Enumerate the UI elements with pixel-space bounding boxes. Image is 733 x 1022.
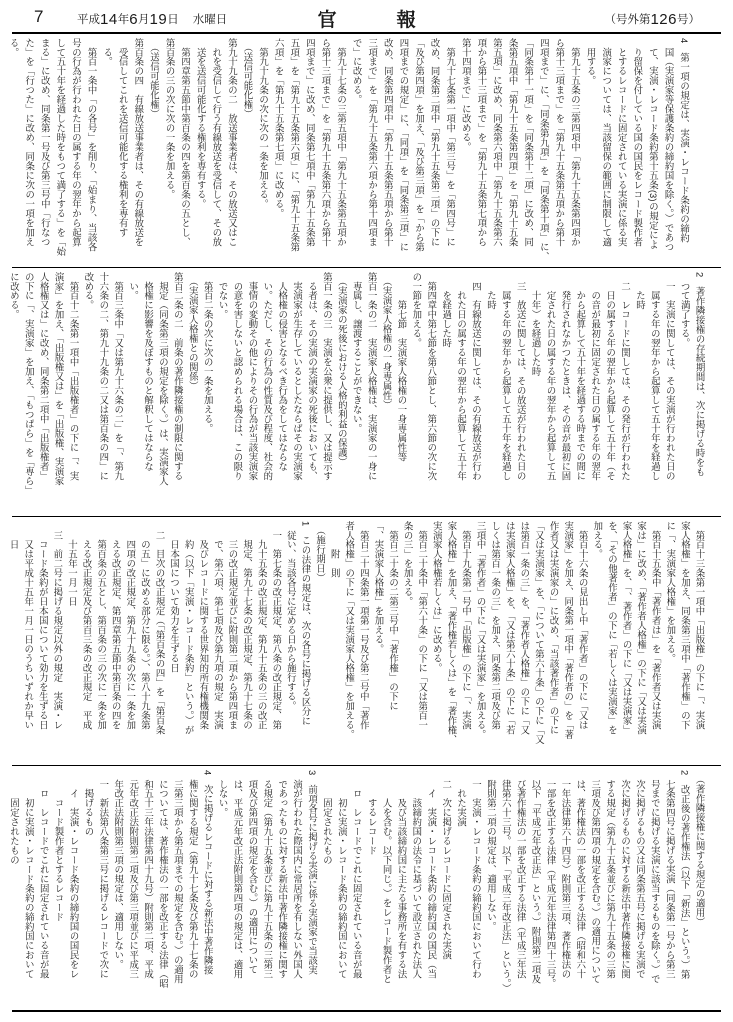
text-column: 三第三項から第五項までの規定を含む。）の適用 [172,770,184,984]
text-column: （送信可能化権） [242,38,254,119]
text-column: 「又は実演家」を、「について第六十条」の下に「又 [533,521,545,745]
text-column: 改め、同条第二項中「第九十五条第二項」の下に [429,38,441,247]
text-column: コード条約が日本国について効力を生ずる日 [37,521,49,730]
text-column: （著作隣接権に関する規定の適用） [694,770,706,927]
text-column: 演家については、当該留保の範囲に制限して適 [601,38,613,247]
text-column: 項及び第四項の規定を含む。）の適用について [247,770,259,975]
text-column: る規定（第九十五条並びに第九十五条の三第三 [262,770,274,979]
text-column: で」に改める。 [351,38,363,105]
text-column: 第九十七条の三第五項中「第九十五条第五項か [336,38,348,247]
text-column: 律第六十三号。以下「平成三年改正法」という。） [500,770,512,994]
text-column: 国（実演家等保護条約の締約国を除く。）であつ [663,38,675,252]
text-column: 約（以下「実演・レコード条約」という。）が [183,521,195,735]
text-column: 事情の変動その他によりその行為が当該実演家 [247,272,259,481]
text-column: 四項まで」に改め、同条第七項中「第九十五条第 [304,38,316,247]
law-text-block-3 [0,517,717,765]
text-column: 四項までの規定」に、「同項」を「同条第三項」に [398,38,410,252]
title-char-kan: 官 [317,10,337,31]
text-column: 日 [8,521,20,550]
text-column: 4 次に掲げるレコードに対する新法中著作隣接 [202,770,214,975]
text-column: ロ レコードでこれに固定されている音が最 [351,770,363,979]
text-column: 「同条第十一項」を「同条第十二項」に改め、同 [523,38,535,247]
text-column: た時 [485,272,497,310]
text-column: れを受信して行う有線放送を受信して、その放 [211,38,223,247]
text-column: 第百二条の次に次の一条を加える。 [202,272,214,434]
text-column: 三項中「著作者」の下に「又は実演家」を加える。 [475,521,487,740]
text-column: 一 実演・レコード条約の締約国において行わ [471,770,482,979]
text-column: 家人格権」を加え、「著作権若しくは」を「著作権、 [446,521,458,745]
text-column: 家は」に改め、「著作者人格権」の下に「又は実演 [636,521,648,735]
text-column: 実演家人格権若しくは」に改める。 [431,521,443,673]
text-column: を、「その他著作者」の下に「若しくは実演家」を [606,521,618,735]
text-column: 項から第十三項まで」を「第九十五条第七項から [476,38,488,247]
date-month-unit: 月 [138,14,150,26]
text-column: 者人格権」の下に「又は実演家人格権」を加える。 [344,521,356,740]
text-column: 十六条の二、第九十九条の二又は第百条の四」に [98,272,110,481]
text-column: 附則第二項の規定は、適用しない。 [485,770,497,932]
text-column: 二 次に掲げるレコードに固定された実演 [441,770,453,960]
text-column: 六項」を「第九十五条第七項」に改める。 [273,38,285,219]
text-column: 専属し、譲渡することができない。 [351,272,363,434]
text-column: 第百一条中「の各号」を削り、「始まり、当該各 [86,38,98,252]
text-column: 三の改正規定並びに附則第二項から第四項ま [227,521,239,730]
text-column: い。ただし、その行為の性質及び程度、社会的 [262,272,274,481]
text-column: 属する年の翌年から起算して五十年を経過し [500,272,512,481]
text-column: 第百条の四 有線放送事業者は、その有線放送を [133,38,145,247]
text-column: 家人格権」を、「、著作者」の下に「又は実演家」 [621,521,633,735]
text-column: れた日の属する年の翌年から起算して五十年 [456,272,468,481]
text-column: 第四章中第七節を第八節とし、第六節の次に次 [426,272,438,481]
text-column: は第百一条の三」を、「著作者人格権」の下に「又 [519,521,531,735]
text-column: 固定されたもの [8,770,20,865]
text-column: 十年）を経過した時 [530,272,542,377]
text-column: 第百一条の三 実演を公衆に提供し、又は提示す [321,272,333,481]
text-column: については、著作権法の一部を改正する法律（昭 [157,770,169,989]
text-column: 第七節 実演家人格権の一身専属性等 [396,272,408,462]
text-column: 一年法律第六十四号）附則第三項、著作権法の [560,770,572,979]
text-column: ロ レコードでこれに固定されている音が最 [38,770,50,979]
text-column: 第百二十条の二第三号中「著作権」の下に [388,521,400,711]
text-column: 和五十三年法律第四十九号）附則第二項、平成 [143,770,155,979]
text-column: （実演家の死後における人格的利益の保護） [336,272,348,467]
text-column: イ 実演・レコード条約の締約国の国民（当 [426,770,438,979]
page-number: 7 [34,7,45,26]
text-column: 三項及び第四項の規定を含む。）の適用について [590,770,602,984]
text-column: 又は平成十五年一月一日のうちいずれか早い [23,521,35,730]
text-column: する規定（第九十五条並びに第九十五条の三第 [605,770,617,979]
text-column: る。 [8,38,20,57]
text-column: 作者又は実演家の」に改め、「当該著作者」の下に [548,521,560,735]
text-column: 第五項」に改め、同条第六項中「第九十五条第六 [492,38,503,247]
text-column: 第百十六条の見出し中「著作者」の下に「又は [577,521,589,730]
text-column: 次に掲げるものに対する新法中著作隣接権に関 [620,770,632,979]
issue-number: 126 [650,11,677,28]
text-column: を経過した時 [441,272,453,348]
text-column: で、第六項、第七項及び第九項の規定 実演 [212,521,224,730]
text-column: る。 [102,38,114,67]
text-column: 1 この法律の規定は、次の各号に掲げる区分に [300,521,312,726]
text-column: 及び当該締約国に主たる事務所を有する法 [396,770,408,979]
page-header [0,0,733,32]
text-column: 演家」を加え、「出版権又は」を「出版権、実演家 [53,272,65,486]
text-column: 附 則 [329,521,341,578]
text-column: とするレコードに固定されている実演に係る実 [616,38,628,247]
text-column: 第百二十四条第一項第一号及び第二号中「著作 [358,521,370,730]
text-column: 一 新法第八条第三号に掲げるレコードで次に [98,770,110,979]
text-column: であったものに対する新法中著作隣接権に関す [277,770,289,979]
text-column: 第百十五条中「著作者は」を「著作者又は実演 [650,521,662,730]
text-column: 該締約国の法令に基づいて設立された法人 [411,770,423,979]
text-column: 三 前二号に掲げる規定以外の規定 実演・レ [52,521,64,730]
text-column: 十五年一月一日 [66,521,78,607]
text-column: 第九十五条の三第四項中「第九十五条第四項か [569,38,581,247]
text-column: 四項まで」に、「同条第九項」を「同条第十項」に、 [538,38,550,262]
text-column: 2 著作隣接権の存続期間は、次に掲げる時をも [694,272,706,477]
text-column: （送信可能化権） [148,38,160,119]
text-column: ら第十三項まで」を「第九十五条第五項から第十 [554,38,566,247]
text-column: える改正規定、第四章第五節中第百条の四を [110,521,122,730]
text-column: 実演家が生存しているとしたならばその実演家 [292,272,304,481]
text-column: 二 目次の改正規定（「第百条の四」を「第百条 [154,521,166,735]
text-column: しくは第百一条の三」を加え、同条第二項及び第 [490,521,502,730]
text-column: 規定（同条第三項の規定を除く。）は、実演家人 [157,272,169,486]
text-column: 一部を改正する法律（平成元年法律第四十三号。 [545,770,557,989]
text-column: た時 [634,272,646,310]
text-column: 2 改正後の著作権法（以下「新法」という。）第 [679,770,691,980]
text-column: まる」に改め、同条第一号及び第三号中「行なつ [39,38,51,247]
text-column: 加える。 [592,521,604,559]
text-column: から起算して五十年を経過する時までの間に [575,272,587,481]
text-column: 受信してこれを送信可能化する権利を専有す [117,38,129,238]
text-column: 実演家」を加え、同条第一項中「著作者の」を「著 [563,521,575,740]
text-column: 定された日の属する年の翌年から起算して五 [545,272,557,481]
text-column: 号の行為が行われた日の属する年の翌年から起算 [70,38,82,247]
text-column: 年改正法附則第三項の規定は、適用しない。 [113,770,125,970]
date-year: 14 [100,11,118,28]
text-column: 日本国について効力を生ずる日 [169,521,181,673]
text-column: 権に関する規定（第九十七条及び第九十七条の [187,770,199,979]
issue-suffix: 号） [677,14,700,26]
issue-label [604,11,700,28]
text-column: しない。 [217,770,229,818]
text-column: 初に実演・レコード条約の締約国において [23,770,35,979]
text-column: 一 実演に関しては、その実演が行われた日の [664,272,676,481]
text-column: 四 有線放送に関しては、その有線放送が行わ [471,272,482,481]
text-column: 号までに掲げる実演に該当するものを除く。）で [649,770,661,984]
text-column: の一節を加える。 [411,272,423,348]
text-column: 第百三条中「又は第九十六条の二」を「、第九 [113,272,125,481]
date-day: 19 [149,11,168,28]
text-column: える改正規定及び第百三条の改正規定 平成 [81,521,93,730]
text-column: に改める。 [8,272,20,320]
footer-divider [12,1010,721,1012]
publication-date [77,11,227,28]
text-column: 元年改正法附則第二項及び第三項並びに平成三 [128,770,140,979]
title-char-po: 報 [396,10,416,31]
text-column: 以下「平成元年改正法」という。）附則第二項及 [530,770,542,984]
text-column: 次に掲げるもの又は同条第五号に掲げる実演で [634,770,646,979]
date-era: 平成 [77,14,100,26]
text-column: い。 [128,272,140,301]
text-column: 日の属する年の翌年から起算して五十年（そ [605,272,617,481]
text-column: 三 放送に関しては、その放送が行われた日の [515,272,527,481]
text-column: 「及び第四項」を加え、「及び第三項」を「から第 [414,38,426,252]
text-column: 属する年の翌年から起算して五十年を経過し [649,272,661,481]
text-column: 条の三」を加える。 [402,521,414,607]
text-column: 第九十九条の二 放送事業者は、その放送又はこ [226,38,238,247]
text-column: 規定、第九十七条の改正規定、第九十七条の [242,521,254,730]
publication-title [317,5,415,32]
text-column: 九十五条の改正規定、第九十五条の三の改正 [256,521,268,730]
text-column: 第百一条の二 実演家人格権は、実演家の一身に [366,272,378,481]
date-day-unit: 日 [167,14,179,26]
text-column: 第九十九条の次に次の一条を加える。 [258,38,270,209]
text-column: 発行されなかつたときは、その音が最初に固 [560,272,572,481]
date-year-unit: 年 [117,14,130,26]
law-text-block-4 [0,766,717,1010]
text-column: 第九十七条第一項中「第三号」を「第四号」に [445,38,457,247]
text-column: 格権に影響を及ぼすものと解釈してはならな [143,272,155,472]
text-column: イ 実演・レコード条約の締約国の国民をレ [68,770,80,979]
text-column: の五」に改める部分に限る。）、第八十九条第 [139,521,151,730]
text-column: 従い、当該各号に定める日から施行する。 [285,521,297,711]
text-column: 条第五項中「第九十五条第四項」を「第九十五条 [507,38,519,247]
text-column: は実演家人格権」を、「又は第六十条」の下に「若 [504,521,516,735]
text-column: して五十年を経過した時をもつて満了する」を「始 [55,38,67,257]
text-column: でない。 [217,272,229,320]
text-column: 改める。 [83,272,95,310]
text-column: 4 第一項の規定は、実演・レコード条約の締約 [679,38,691,243]
text-column: は、著作権法の一部を改正する法律（昭和六十 [575,770,587,979]
text-column: 3 前項各号に掲げる実演に係る実演家で当該実 [307,770,319,975]
text-column: 及びレコードに関する世界知的所有権機関条 [198,521,210,730]
text-column: れた実演 [456,770,468,827]
text-column: （施行期日） [315,521,327,583]
text-column: 演が行われた際国内に常居所を有しない外国人 [292,770,304,979]
text-column: て、実演・レコード条約第十五条(3)の規定によ [647,38,659,250]
text-column: 一 第七条の改正規定、第八条の改正規定、第 [271,521,283,730]
date-month: 6 [129,11,139,28]
text-column: 第百条の五とし、第百条の三の次に一条を加 [96,521,108,730]
text-column: は、平成元年改正法附則第四項の規定は、適用 [232,770,244,979]
text-column: 第百十三条第一項中「出版権」の下に「、実演 [694,521,706,730]
text-column: 人を含む。以下同じ。）をレコード製作者と [381,770,393,984]
text-column: 第百二十条中「第六十条」の下に「又は第百一 [417,521,429,730]
text-column: 送を送信可能化する権利を専有する。 [195,38,207,209]
text-column: 三項まで」を「第九十五条第六項から第十四項ま [367,38,379,247]
text-column: び著作権法の一部を改正する法律（平成三年法 [515,770,527,979]
text-column: 七条第四号に掲げる実演（同条第一号から第三 [664,770,676,979]
text-column: 改め、同条第四項中「第九十五条第五項から第十 [382,38,394,247]
law-text-block-1 [0,34,702,267]
text-column: 四項の改正規定、第九十九条の次に一条を加 [125,521,137,730]
text-column: 固定されたもの [321,770,333,865]
text-column: 第四章第五節中第百条の四を第百条の五とし、 [180,38,192,247]
text-column: 二 レコードに関しては、その発行が行われた [620,272,632,481]
text-column: に「、実演家人格権」を加える。 [665,521,677,664]
law-text-block-2 [0,268,717,516]
text-column: の音が最初に固定された日の属する年の翌年 [590,272,602,481]
text-column: 第百十九条第一号中「出版権」の下に「、実演 [461,521,472,730]
weekday: 水曜日 [192,14,228,26]
text-column: の下に「、実演家」を加え、「もつぱら」を「専ら」 [23,272,35,496]
text-column: 家人格権」を加え、同条第三項中「著作権」の下 [679,521,691,730]
text-column: 第百十二条第一項中「出版権者」の下に「、実 [68,272,80,481]
text-column: る者は、その実演の実演家の死後においても、 [307,272,319,481]
text-column: 初に実演・レコード条約の締約国において [336,770,348,979]
text-column: 人格権又は」に改め、同条第二項中「出版権者」 [38,272,50,481]
text-column: の意を害しないと認められる場合は、この限り [232,272,244,481]
text-column: （実演家人格権の一身専属性） [381,272,393,410]
text-column: （実演家人格権との関係） [187,272,199,391]
text-column: つて満了する。 [679,272,691,348]
text-column: た」を「行つた」に改め、同条に次の一項を加え [24,38,36,247]
text-column: 五項」を「第九十五条第六項」に、「第九十五条第 [289,38,301,252]
issue-prefix: （号外第 [604,14,651,26]
text-column: 第十四項まで」に改める。 [460,38,472,152]
text-column: コード製作者とするレコード [53,770,65,922]
text-column: 第百条の三の次に次の一条を加える。 [164,38,176,200]
text-column: 用する。 [585,38,597,86]
text-column: 掲げるもの [83,770,95,837]
text-column: 第百二条の二 前条の著作隣接権の制限に関する [172,272,184,481]
text-column: 「、実演家人格権」を加える。 [373,521,385,654]
text-column: 人格権の侵害となるべき行為をしてはならな [277,272,289,472]
text-column: するレコード [366,770,378,856]
text-column: ら第十三項まで」を「第九十五条第六項から第十 [320,38,332,247]
text-column: り留保を付している国の国民をレコード製作者 [632,38,644,247]
